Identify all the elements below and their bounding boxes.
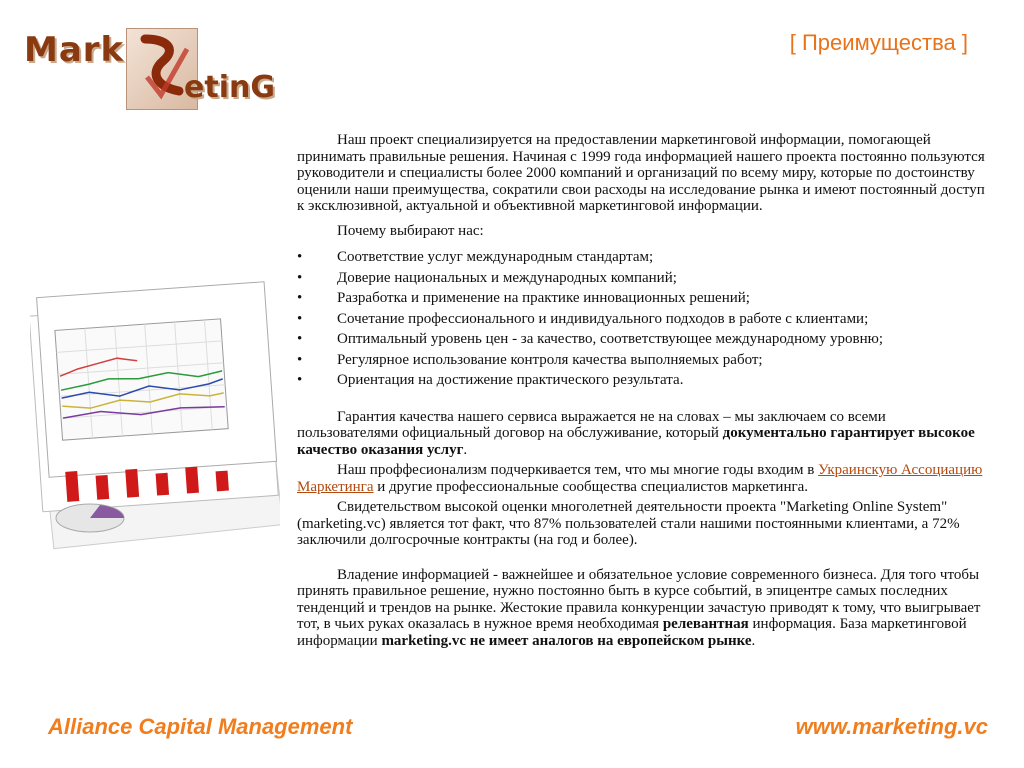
ownership-mid: информация. База маркетинговой информации [297, 616, 967, 649]
guarantee-bold: документально гарантирует высокое качество оказания услуг [297, 425, 975, 458]
list-item: • Разработка и применение на практике инновационных решений; [297, 288, 990, 309]
main-content [297, 132, 990, 649]
professionalism-end: и другие профессиональные сообщества специалистов маркетинга. [373, 478, 809, 495]
ownership-text: Владение информацией - важнейшее и обязательное условие современного бизнеса. Для того чтобы принять правильное решение, нужно постоянно быть в курсе событий, в эпицентре самых последних тенденций и трендов на рынке. Жестокие правила конкуренции зачастую приводят к тому, что выигрывает тот, в чьих руках оказалась в нужное время необходимая [297, 566, 981, 632]
footer-website[interactable]: www.marketing.vc [795, 714, 988, 739]
decorative-charts-image [30, 280, 280, 550]
list-item: • Оптимальный уровень цен - за качество, соответствующее международному уровню; [297, 329, 990, 350]
logo-text-eting: etinG [184, 70, 275, 105]
advantages-list [297, 247, 990, 391]
ownership-bold-relevant: релевантная [662, 616, 749, 632]
list-item: • Доверие национальных и международных компаний; [297, 268, 990, 289]
guarantee-paragraph [297, 409, 990, 459]
logo-text-mark: Mark [24, 30, 125, 70]
ownership-bold-claim: marketing.vc не имеет аналогов на европейском рынке [381, 632, 752, 649]
ownership-end: . [751, 632, 756, 649]
intro-paragraph: Наш проект специализируется на предоставлении маркетинговой информации, помогающей принимать правильные решения. Начиная с 1999 года информацией нашего проекта постоянно пользуются руководители и специалисты более 2000 компаний и организаций по всему миру, которые по достоинству оценили наши преимущества, сократили свои расходы на исследование рынка и имеют постоянный доступ к эксклюзивной, актуальной и объективной маркетинговой информации. [297, 132, 985, 214]
association-link[interactable]: Украинскую Ассоциацию Маркетинга [297, 462, 983, 495]
list-item: • Регулярное использование контроля качества выполняемых работ; [297, 350, 990, 371]
list-item: • Сочетание профессионального и индивидуального подходов в работе с клиентами; [297, 309, 990, 330]
evidence-paragraph: Свидетельством высокой оценки многолетней деятельности проекта "Marketing Online System" (marketing.vc) является тот факт, что 87% пользователей стали нашими постоянными клиентами, а 72% заключили долгосрочные контракты (на год и более). [297, 499, 960, 548]
professionalism-text: Наш проффесионализм подчеркивается тем, что мы многие годы входим в [337, 462, 819, 478]
list-item: • Ориентация на достижение практического результата. [297, 370, 990, 391]
why-heading: Почему выбирают нас: [337, 222, 484, 239]
ownership-paragraph [297, 567, 990, 650]
logo [24, 26, 314, 112]
guarantee-text: Гарантия качества нашего сервиса выражается не на словах – мы заключаем со всеми пользователями официальный договор на обслуживание, который [297, 408, 886, 441]
list-item: • Соответствие услуг международным стандартам; [297, 247, 990, 268]
guarantee-end: . [463, 441, 468, 458]
section-title: [ Преимущества ] [789, 30, 968, 55]
professionalism-paragraph [297, 462, 990, 495]
footer-company: Alliance Capital Management [48, 714, 353, 739]
